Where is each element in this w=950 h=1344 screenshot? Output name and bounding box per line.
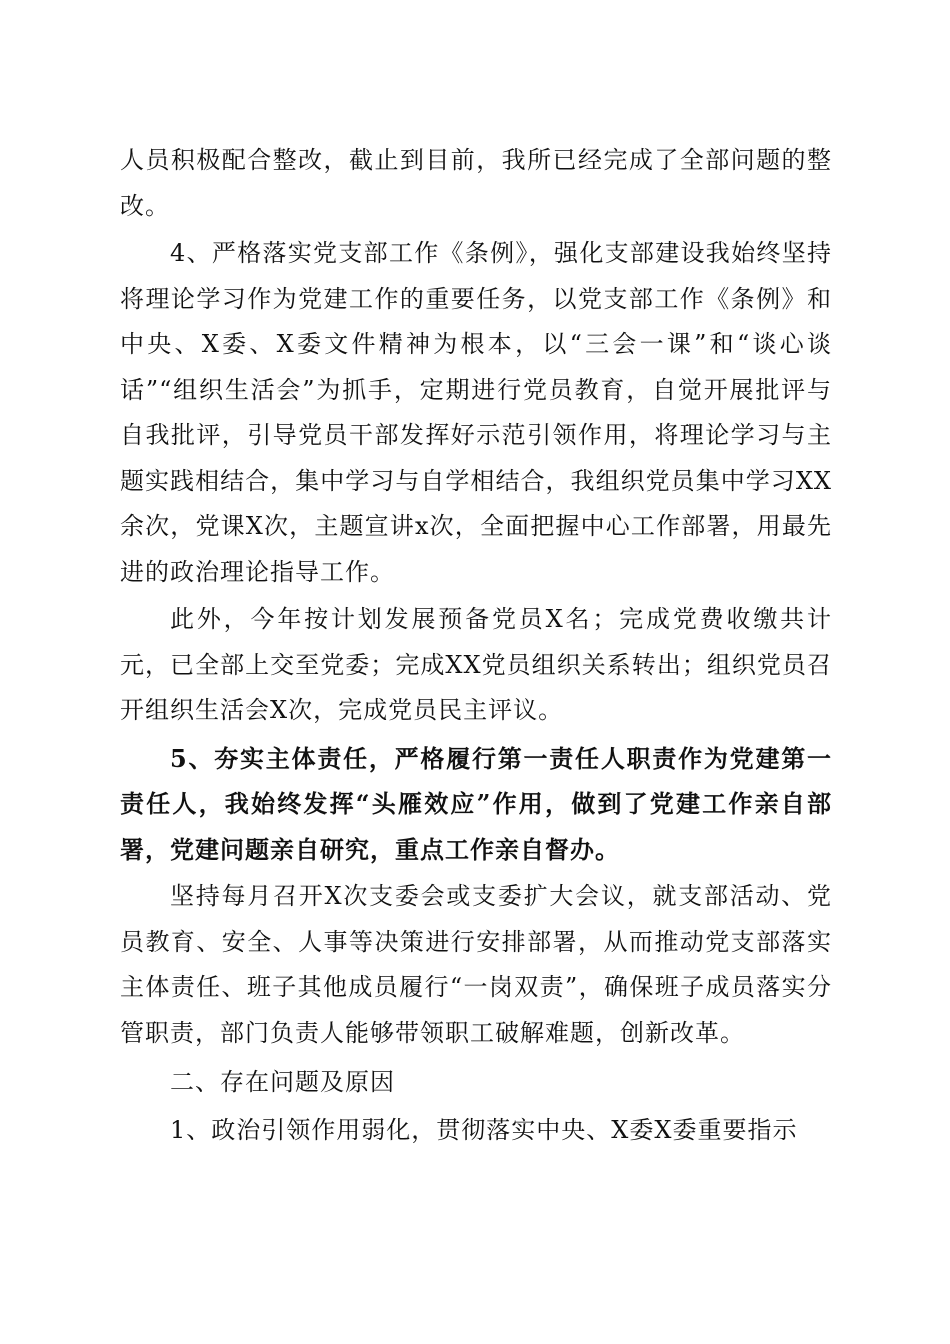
paragraph-political-guidance: 1、政治引领作用弱化，贯彻落实中央、X委X委重要指示 [170,1115,798,1144]
paragraph-branch-regulations: 4、严格落实党支部工作《条例》，强化支部建设我始终坚持将理论学习作为党建工作的重要任务，以党支部工作《条例》和中央、X委、X委文件精神为根本，以“三会一课”和“谈心谈话”“组织生活会”为抓手，定期进行党员教育，自觉开展批评与自我批评，引导党员干部发挥好示范引领作用，将理论学习与主题实践相结合，集中学习与自学相结合，我组织党员集中学习XX余次，党课X次，主题宣讲x次，全面把握中心工作部署，用最先进的政治理论指导工作。 [120,239,832,586]
paragraph-rectification-complete: 人员积极配合整改，截止到目前，我所已经完成了全部问题的整改。 [120,146,832,220]
paragraph-party-member-development: 此外，今年按计划发展预备党员X名；完成党费收缴共计元，已全部上交至党委；完成XX党员组织关系转出；组织党员召开组织生活会X次，完成党员民主评议。 [120,605,832,724]
paragraph-main-responsibility-heading: 5、夯实主体责任，严格履行第一责任人职责作为党建第一责任人，我始终发挥“头雁效应”作用，做到了党建工作亲自部署，党建问题亲自研究，重点工作亲自督办。 [120,743,832,864]
section-heading-problems-causes: 二、存在问题及原因 [170,1068,395,1096]
document-body [120,138,832,1155]
paragraph-monthly-meetings: 坚持每月召开X次支委会或支委扩大会议，就支部活动、党员教育、安全、人事等决策进行安排部署，从而推动党支部落实主体责任、班子其他成员履行“一岗双责”，确保班子成员落实分管职责，部门负责人能够带领职工破解难题，创新改革。 [120,882,832,1047]
